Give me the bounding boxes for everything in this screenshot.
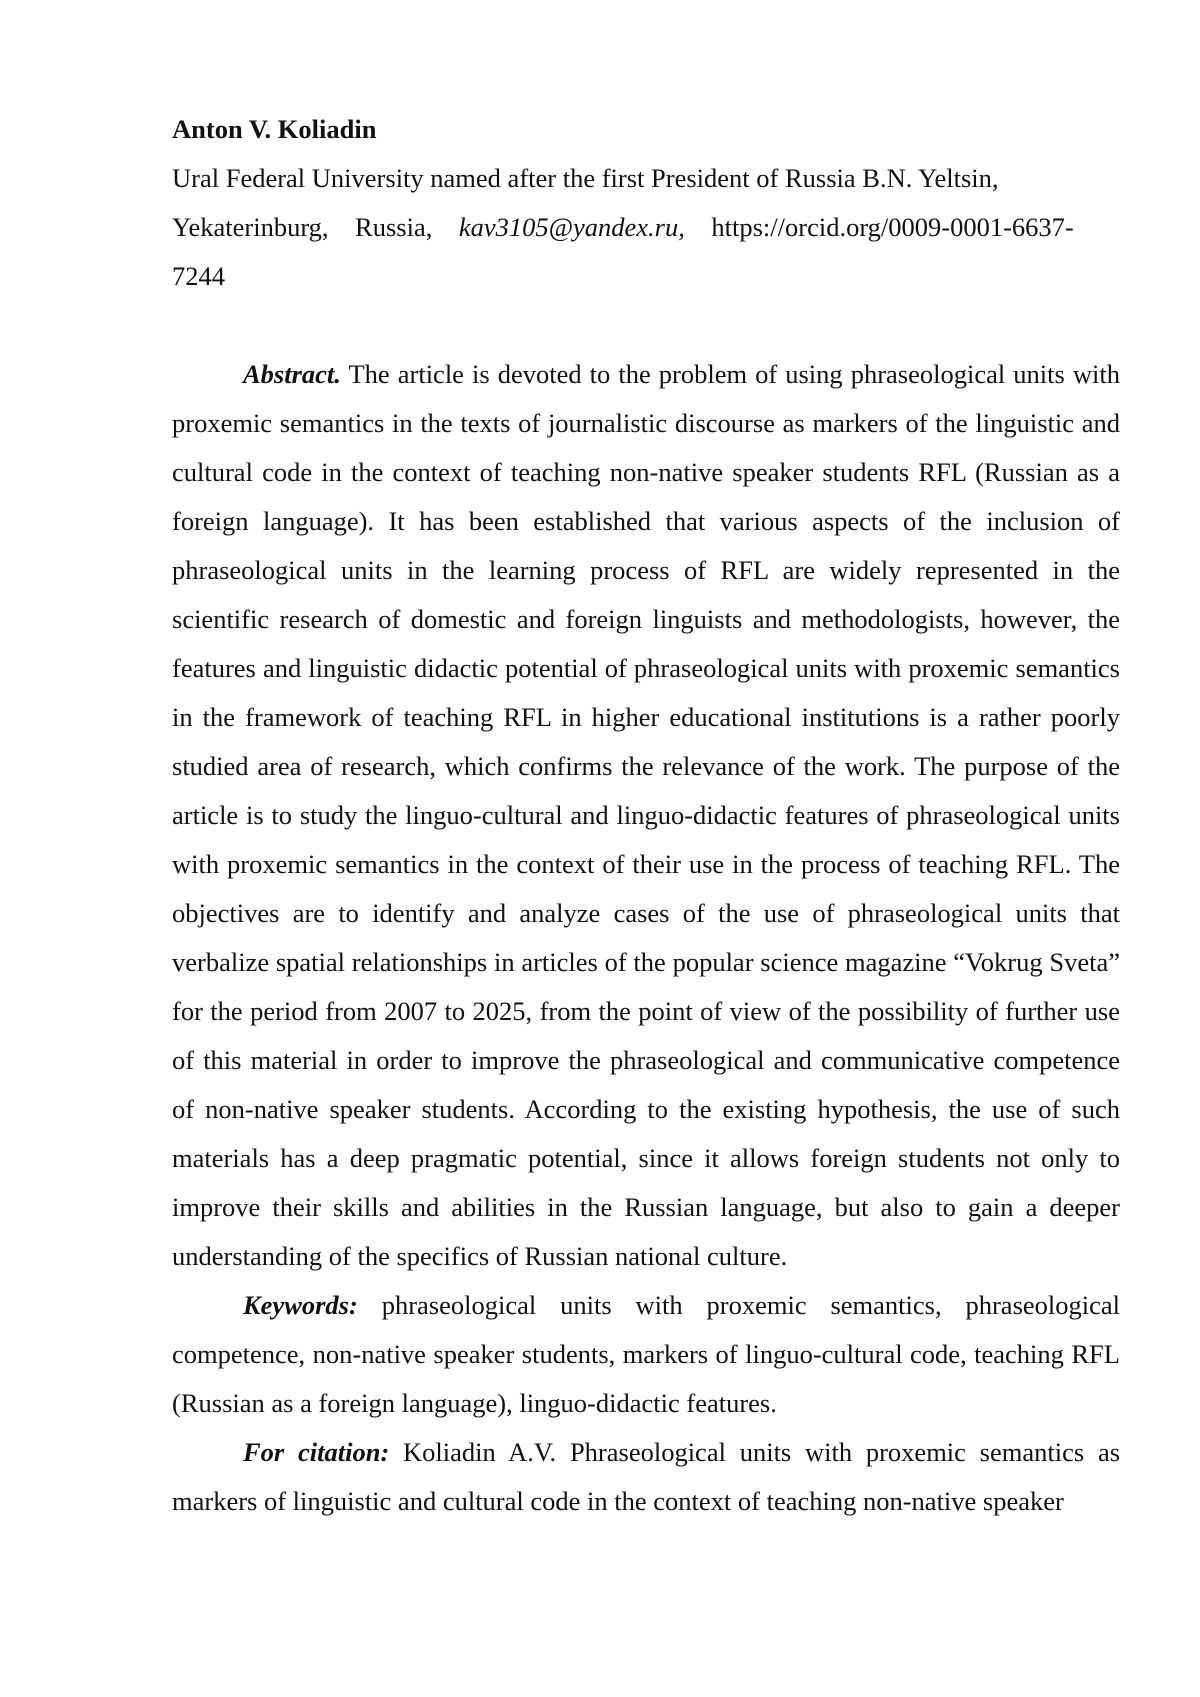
abstract-text: The article is devoted to the problem of using phraseological units with proxemic semantics in the texts of journalistic discourse as markers of the linguistic and cultural code in the context of teaching non-native speaker students RFL (Russian as a foreign language). It has been established that various aspects of the inclusion of phraseological units in the learning process of RFL are widely represented in the scientific research of domestic and foreign linguists and methodologists, however, the features and linguistic didactic potential of phraseological units with proxemic semantics in the framework of teaching RFL in higher educational institutions is a rather poorly studied area of research, which confirms the relevance of the work. The purpose of the article is to study the linguo-cultural and linguo-didactic features of phraseological units with proxemic semantics in the context of their use in the process of teaching RFL. The objectives are to identify and analyze cases of the use of phraseological units that verbalize spatial relationships in articles of the popular science magazine “Vokrug Sveta” for the period from 2007 to 2025, from the point of view of the possibility of further use of this material in order to improve the phraseological and communicative competence of non-native speaker students. According to the existing hypothesis, the use of such materials has a deep pragmatic potential, since it allows foreign students not only to improve their skills and abilities in the Russian language, but also to gain a deeper understanding of the specifics of Russian national culture. [172, 359, 1120, 1271]
affiliation-text: Ural Federal University named after the first President of Russia B.N. Yeltsin, [172, 163, 999, 193]
author-name: Anton V. Koliadin [172, 114, 377, 144]
orcid-link: https://orcid.org/0009-0001-6637- [711, 212, 1074, 242]
orcid-link-cont: 7244 [172, 261, 225, 291]
citation-text: Koliadin A.V. Phraseological units with proxemic semantics as markers of linguistic and cultural code in the context of teaching non-native speaker [172, 1437, 1121, 1516]
country-text: Russia, [355, 212, 433, 242]
city-text: Yekaterinburg, [172, 212, 329, 242]
keywords-label: Keywords: [243, 1290, 358, 1320]
keywords-paragraph [172, 1281, 1120, 1428]
author-email: kav3105@yandex.ru, [458, 212, 685, 242]
keywords-text: phraseological units with proxemic semantics, phraseological competence, non-native speaker students, markers of linguo-cultural code, teaching RFL (Russian as a foreign language), linguo-didactic features. [172, 1290, 1121, 1418]
citation-paragraph [172, 1428, 1120, 1526]
section-spacer [172, 301, 1120, 350]
article-page [172, 105, 1120, 1526]
citation-label: For citation: [243, 1437, 390, 1467]
abstract-paragraph [172, 350, 1120, 1281]
author-affiliation [172, 154, 1120, 301]
abstract-label: Abstract. [243, 359, 341, 389]
